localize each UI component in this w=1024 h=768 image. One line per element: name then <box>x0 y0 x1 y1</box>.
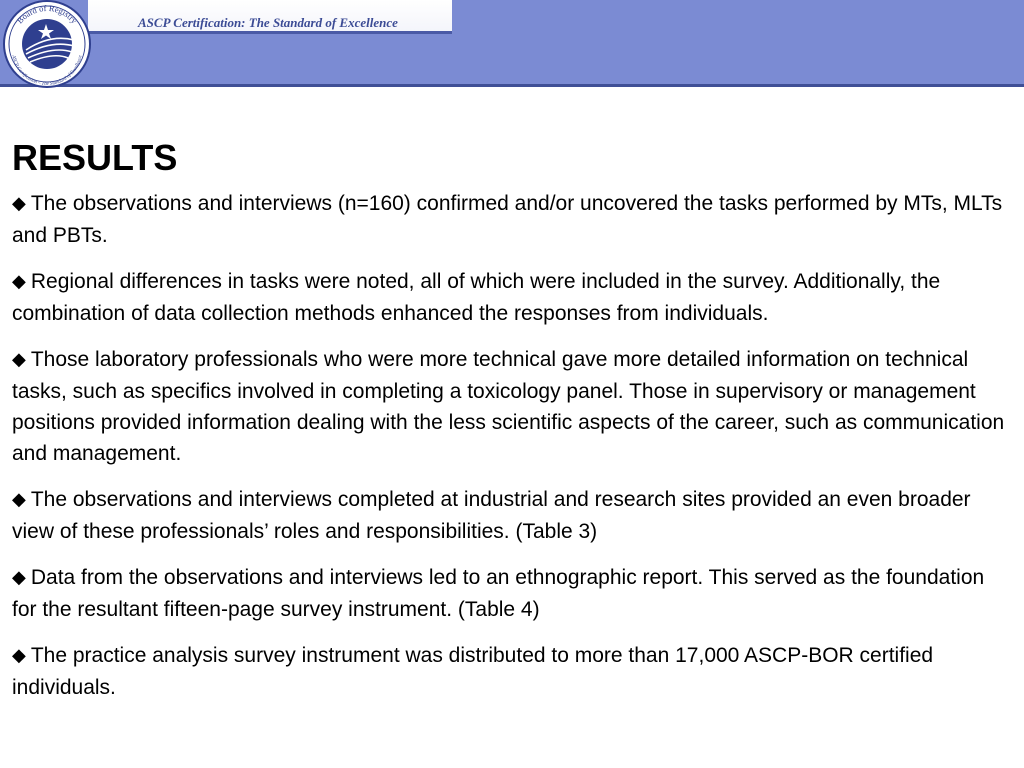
diamond-bullet-icon: ◆ <box>12 271 26 291</box>
bullet-text: Those laboratory professionals who were more technical gave more detailed information on technical tasks, such as specifics involved in completing a toxicology panel. Those in supervisory or management positions provided information dealing with the less scientific aspects of the career, such as communication and management. <box>12 348 1005 465</box>
seal-text-bottom: ASCP Certification – The Standard of Excellence <box>10 54 84 88</box>
diamond-bullet-icon: ◆ <box>12 349 26 369</box>
diamond-bullet-icon: ◆ <box>12 645 26 665</box>
diamond-bullet-icon: ◆ <box>12 193 26 213</box>
diamond-bullet-icon: ◆ <box>12 567 26 587</box>
bullet-text: The practice analysis survey instrument was distributed to more than 17,000 ASCP-BOR certified individuals. <box>12 644 934 699</box>
bullet-item <box>12 484 1012 547</box>
bullet-text: The observations and interviews (n=160) confirmed and/or uncovered the tasks performed by MTs, MLTs and PBTs. <box>12 192 1003 247</box>
tagline-text: ASCP Certification: The Standard of Excellence <box>138 15 398 30</box>
bullet-item <box>12 188 1012 251</box>
bullet-text: Regional differences in tasks were noted, all of which were included in the survey. Additionally, the combination of data collection methods enhanced the responses from individuals. <box>12 270 941 325</box>
tagline-bar <box>88 0 452 34</box>
slide-title: RESULTS <box>12 137 178 178</box>
bullet-item <box>12 640 1012 703</box>
bullet-item <box>12 266 1012 329</box>
slide-content <box>12 136 1012 718</box>
bullet-text: The observations and interviews completed at industrial and research sites provided an even broader view of these professionals’ roles and responsibilities. (Table 3) <box>12 488 971 543</box>
bullet-text: Data from the observations and interviews led to an ethnographic report. This served as the foundation for the resultant fifteen-page survey instrument. (Table 4) <box>12 566 985 621</box>
bullet-item <box>12 344 1012 469</box>
bullet-item <box>12 562 1012 625</box>
diamond-bullet-icon: ◆ <box>12 489 26 509</box>
seal-text-top: Board of Registry <box>14 2 80 26</box>
board-of-registry-seal <box>0 0 96 88</box>
